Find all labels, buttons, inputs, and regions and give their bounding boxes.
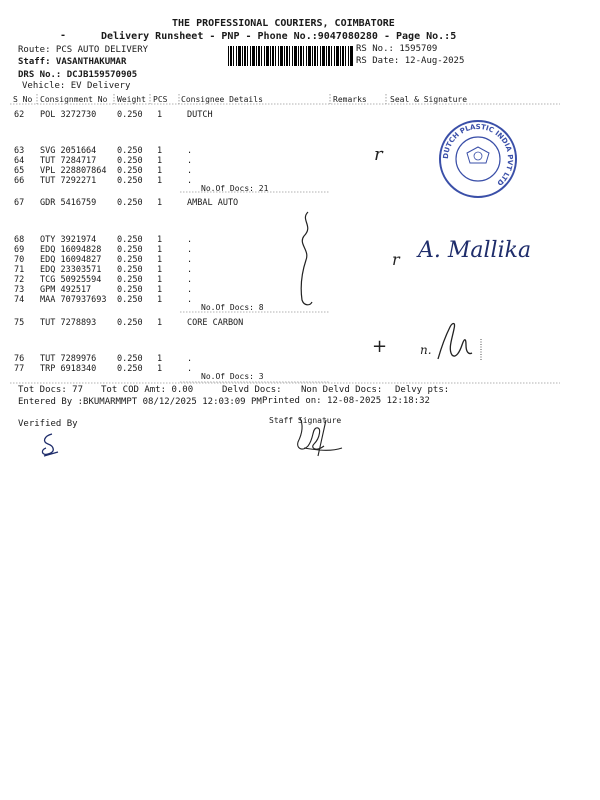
handwritten-mark: n. (420, 343, 432, 357)
delvy-pts: Delvy pts: (395, 385, 450, 395)
runsheet-subtitle: Delivery Runsheet - PNP - Phone No.:9047080280 - Page No.:5 (101, 31, 457, 42)
handwritten-mark: r (374, 144, 383, 165)
tot-cod: Tot COD Amt: 0.00 (101, 385, 194, 395)
vertical-bracket-stroke (296, 208, 318, 308)
table-row: 72 TCG 50925594 0.250 1 . (14, 275, 193, 285)
svg-text:DUTCH PLASTIC INDIA PVT LTD: DUTCH PLASTIC INDIA PVT LTD (441, 122, 515, 188)
table-row: 71 EDQ 23303571 0.250 1 . (14, 265, 193, 275)
table-row: 62 POL 3272730 0.250 1 DUTCH (14, 110, 213, 120)
table-row: 73 GPM 492517 0.250 1 . (14, 285, 193, 295)
col-consignment: Consignment No (40, 95, 108, 104)
delvd-docs: Delvd Docs: (222, 385, 282, 395)
table-row: 66 TUT 7292271 0.250 1 . (14, 176, 193, 186)
handwritten-mark: r (392, 250, 400, 269)
table-row: 69 EDQ 16094828 0.250 1 . (14, 245, 193, 255)
header-dash: - (60, 30, 67, 41)
table-row: 75 TUT 7278893 0.250 1 CORE CARBON (14, 318, 244, 328)
col-weight: Weight (117, 95, 146, 104)
verified-by: Verified By (18, 419, 78, 429)
drs-label: DRS No.: DCJB159570905 (18, 70, 138, 80)
col-seal: Seal & Signature (390, 95, 468, 104)
handwritten-plus: + (372, 336, 388, 357)
signature-mallika: A. Mallika (418, 238, 532, 263)
table-row: 63 SVG 2051664 0.250 1 . (14, 146, 193, 156)
vehicle-label: Vehicle: EV Delivery (22, 81, 131, 91)
company-title: THE PROFESSIONAL COURIERS, COIMBATORE (172, 18, 395, 29)
col-remarks: Remarks (333, 95, 367, 104)
rs-date: RS Date: 12-Aug-2025 (356, 56, 465, 66)
entered-by: Entered By :BKUMARMMPT 08/12/2025 12:03:09 PM (18, 397, 262, 407)
table-row: 77 TRP 6918340 0.250 1 . (14, 364, 193, 374)
col-consignee: Consignee Details (181, 95, 263, 104)
staff-signature (286, 412, 356, 462)
table-row: 70 EDQ 16094827 0.250 1 . (14, 255, 193, 265)
table-row: 76 TUT 7289976 0.250 1 . (14, 354, 193, 364)
group-doc-count: No.Of Docs: 21 (201, 184, 269, 193)
tot-docs: Tot Docs: 77 (18, 385, 84, 395)
printed-on: Printed on: 12-08-2025 12:18:32 (262, 396, 430, 406)
company-seal-stamp (437, 118, 519, 200)
col-pcs: PCS (153, 95, 168, 104)
staff-label: Staff: VASANTHAKUMAR (18, 57, 127, 67)
table-row: 74 MAA 707937693 0.250 1 . (14, 295, 193, 305)
table-row: 67 GDR 5416759 0.250 1 AMBAL AUTO (14, 198, 239, 208)
handwritten-signature (432, 315, 492, 365)
table-row: 68 OTY 3921974 0.250 1 . (14, 235, 193, 245)
group-doc-count: No.Of Docs: 8 (201, 303, 264, 312)
rs-number: RS No.: 1595709 (356, 44, 438, 54)
table-row: 64 TUT 7284717 0.250 1 . (14, 156, 193, 166)
col-sno: S No (13, 95, 33, 104)
table-row: 65 VPL 228807864 0.250 1 . (14, 166, 193, 176)
verified-signature (36, 430, 66, 460)
staff-signature-label: Staff Signature (269, 416, 342, 425)
route-label: Route: PCS AUTO DELIVERY (18, 45, 149, 55)
non-delvd-docs: Non Delvd Docs: (301, 385, 383, 395)
group-doc-count: No.Of Docs: 3 (201, 372, 264, 381)
